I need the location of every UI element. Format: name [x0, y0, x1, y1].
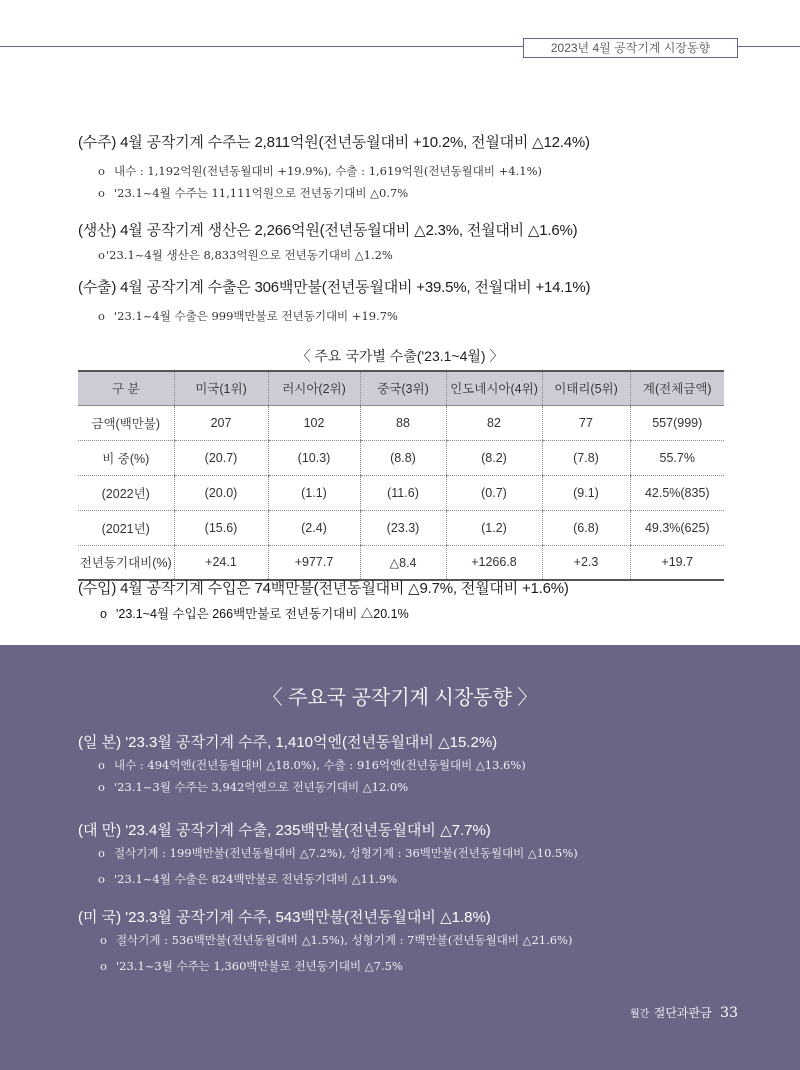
taiwan-bullet-2: o '23.1~4월 수출은 824백만불로 전년동기대비 △11.9%: [98, 872, 398, 886]
table-cell: (1.1): [268, 475, 360, 510]
taiwan-bullet-1: o 절삭기계 : 199백만불(전년동월대비 △7.2%), 성형기계 : 36백만불(전년동월대비 △10.5%): [98, 846, 578, 860]
table-cell: (2021년): [78, 510, 174, 545]
japan-bullet-1: o 내수 : 494억엔(전년동월대비 △18.0%), 수출 : 916억엔(전년동월대비 △13.6%): [98, 758, 526, 772]
table-cell: 102: [268, 405, 360, 440]
table-cell: (7.8): [542, 440, 630, 475]
table-cell: 전년동기대비(%): [79, 556, 172, 571]
export-table-caption: 〈 주요 국가별 수출('23.1~4월) 〉: [296, 348, 504, 364]
orders-bullet-1: o 내수 : 1,192억원(전년동월대비 +19.9%), 수출 : 1,619억원(전년동월대비 +4.1%): [98, 164, 542, 178]
table-row: [78, 405, 724, 440]
table-cell: 77: [542, 405, 630, 440]
page-number: 33: [720, 1005, 738, 1021]
table-cell: 49.3%(625): [630, 510, 724, 545]
production-bullet-1: o'23.1~4월 생산은 8,833억원으로 전년동기대비 △1.2%: [98, 248, 393, 262]
table-row: [78, 510, 724, 545]
panel-title: 〈 주요국 공작기계 시장동향 〉: [262, 687, 538, 709]
table-cell: (10.3): [268, 440, 360, 475]
table-row: [78, 545, 724, 580]
table-cell: (20.0): [174, 475, 268, 510]
table-header-cell: 계(전체금액): [630, 371, 724, 405]
imports-heading: (수입) 4월 공작기계 수입은 74백만불(전년동월대비 △9.7%, 전월대비 +1.6%): [78, 580, 569, 597]
exports-heading: (수출) 4월 공작기계 수출은 306백만불(전년동월대비 +39.5%, 전월대비 +14.1%): [78, 279, 591, 296]
production-heading: (생산) 4월 공작기계 생산은 2,266억원(전년동월대비 △2.3%, 전월대비 △1.6%): [78, 222, 578, 239]
table-cell: (0.7): [446, 475, 542, 510]
usa-heading: (미 국) '23.3월 공작기계 수주, 543백만불(전년동월대비 △1.8%): [78, 909, 491, 926]
table-cell: 금액(백만불): [78, 405, 174, 440]
table-cell: (8.2): [446, 440, 542, 475]
table-cell: 207: [174, 405, 268, 440]
table-header-cell: 러시아(2위): [268, 371, 360, 405]
table-cell: (23.3): [360, 510, 446, 545]
table-cell: 88: [360, 405, 446, 440]
table-header-row: [78, 371, 724, 405]
table-header-cell: 이태리(5위): [542, 371, 630, 405]
table-cell: (6.8): [542, 510, 630, 545]
table-cell: (8.8): [360, 440, 446, 475]
exports-bullet-1: o '23.1~4월 수출은 999백만불로 전년동기대비 +19.7%: [98, 309, 398, 323]
table-cell: +19.7: [630, 545, 724, 580]
table-cell: (11.6): [360, 475, 446, 510]
table-cell: 55.7%: [630, 440, 724, 475]
orders-heading: (수주) 4월 공작기계 수주는 2,811억원(전년동월대비 +10.2%, 전월대비 △12.4%): [78, 134, 590, 151]
table-header-cell: 인도네시아(4위): [446, 371, 542, 405]
table-header-cell: 구 분: [78, 371, 174, 405]
table-cell: +1266.8: [446, 545, 542, 580]
table-cell: (2.4): [268, 510, 360, 545]
page-footer: [630, 1004, 738, 1022]
export-by-country-table: [78, 370, 724, 581]
table-cell: +24.1: [174, 545, 268, 580]
table-header-cell: 중국(3위): [360, 371, 446, 405]
table-cell: △8.4: [360, 545, 446, 580]
table-cell: 42.5%(835): [630, 475, 724, 510]
table-row: [78, 440, 724, 475]
table-cell: (1.2): [446, 510, 542, 545]
table-cell: (9.1): [542, 475, 630, 510]
table-cell: 557(999): [630, 405, 724, 440]
japan-heading: (일 본) '23.3월 공작기계 수주, 1,410억엔(전년동월대비 △15.2%): [78, 734, 498, 751]
table-cell: 82: [446, 405, 542, 440]
table-cell: (2022년): [78, 475, 174, 510]
usa-bullet-2: o '23.1~3월 수주는 1,360백만불로 전년동기대비 △7.5%: [100, 959, 403, 973]
japan-bullet-2: o '23.1~3월 수주는 3,942억엔으로 전년동기대비 △12.0%: [98, 780, 409, 794]
table-cell: +977.7: [268, 545, 360, 580]
table-cell: (20.7): [174, 440, 268, 475]
running-header: 2023년 4월 공작기계 시장동향: [523, 38, 738, 58]
magazine-prefix: 월간: [629, 1009, 650, 1020]
table-cell: +2.3: [542, 545, 630, 580]
imports-bullet-1: o '23.1~4월 수입은 266백만불로 전년동기대비 △20.1%: [100, 607, 409, 621]
taiwan-heading: (대 만) '23.4월 공작기계 수출, 235백만불(전년동월대비 △7.7%): [78, 822, 491, 839]
magazine-name: 절단과판금: [653, 1006, 712, 1020]
table-cell: 비 중(%): [78, 440, 174, 475]
usa-bullet-1: o 절삭기계 : 536백만불(전년동월대비 △1.5%), 성형기계 : 7백만불(전년동월대비 △21.6%): [100, 933, 573, 947]
table-cell: (15.6): [174, 510, 268, 545]
table-header-cell: 미국(1위): [174, 371, 268, 405]
orders-bullet-2: o '23.1~4월 수주는 11,111억원으로 전년동기대비 △0.7%: [98, 186, 409, 200]
table-row: [78, 475, 724, 510]
